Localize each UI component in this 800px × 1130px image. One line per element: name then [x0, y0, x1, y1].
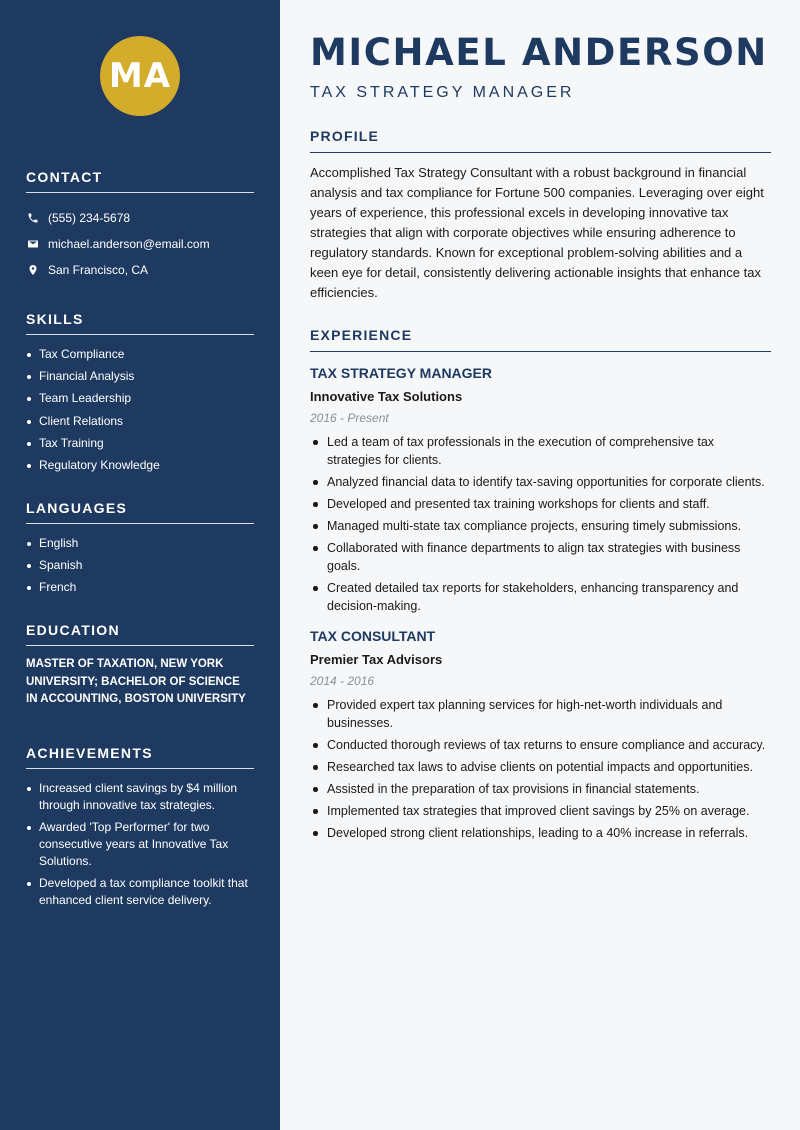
- languages-heading: LANGUAGES: [26, 500, 254, 524]
- job-bullet: Implemented tax strategies that improved client savings by 25% on average.: [310, 802, 771, 820]
- contact-section: [26, 169, 254, 283]
- skills-list: [26, 346, 254, 474]
- achievements-heading: ACHIEVEMENTS: [26, 745, 254, 769]
- sidebar: [0, 0, 280, 1130]
- job-title: TAX STRATEGY MANAGER: [310, 365, 493, 381]
- job-bullet: Conducted thorough reviews of tax returns to ensure compliance and accuracy.: [310, 736, 771, 754]
- skill-item: Client Relations: [26, 413, 254, 430]
- main-content: [280, 0, 800, 1130]
- job-bullets: [310, 696, 771, 842]
- skill-item: Financial Analysis: [26, 368, 254, 385]
- email-text: michael.anderson@email.com: [48, 237, 210, 251]
- education-text: MASTER OF TAXATION, NEW YORK UNIVERSITY; BACHELOR OF SCIENCE IN ACCOUNTING, BOSTON UNIVERSITY: [26, 658, 246, 706]
- job-bullet: Collaborated with finance departments to align tax strategies with business goals.: [310, 539, 771, 575]
- job-bullets: [310, 433, 771, 615]
- job-bullet: Created detailed tax reports for stakeholders, enhancing transparency and decision-making.: [310, 579, 771, 615]
- language-item: Spanish: [26, 557, 254, 574]
- job-bullet: Provided expert tax planning services for high-net-worth individuals and businesses.: [310, 696, 771, 732]
- language-item: English: [26, 535, 254, 552]
- languages-section: [26, 500, 254, 596]
- experience-section: [310, 327, 771, 842]
- skill-item: Team Leadership: [26, 390, 254, 407]
- job-bullet: Led a team of tax professionals in the execution of comprehensive tax strategies for clients.: [310, 433, 771, 469]
- profile-text: Accomplished Tax Strategy Consultant with a robust background in financial analysis and tax compliance for Fortune 500 companies. Leveraging over eight years of experience, this professional excels in developing innovative tax strategies that align with corporate objectives while ensuring adherence to regulatory standards. Known for exceptional problem-solving abilities and a keen eye for detail, consistently delivering actionable insights that enhance tax efficiencies.: [310, 165, 764, 300]
- language-item: French: [26, 579, 254, 596]
- job-bullet: Assisted in the preparation of tax provisions in financial statements.: [310, 780, 771, 798]
- contact-email: [26, 231, 254, 257]
- job-dates: 2014 - 2016: [310, 674, 375, 688]
- experience-heading: EXPERIENCE: [310, 327, 771, 352]
- profile-heading: PROFILE: [310, 128, 771, 153]
- education-heading: EDUCATION: [26, 622, 254, 646]
- job-dates: 2016 - Present: [310, 411, 389, 425]
- phone-icon: [26, 211, 40, 225]
- contact-heading: CONTACT: [26, 169, 254, 193]
- job-entry: [310, 628, 771, 842]
- languages-list: [26, 535, 254, 596]
- job-bullet: Analyzed financial data to identify tax-saving opportunities for corporate clients.: [310, 473, 771, 491]
- job-bullet: Developed strong client relationships, leading to a 40% increase in referrals.: [310, 824, 771, 842]
- job-title: TAX CONSULTANT: [310, 628, 436, 644]
- achievement-item: Awarded 'Top Performer' for two consecutive years at Innovative Tax Solutions.: [26, 819, 254, 870]
- avatar-initials: MA: [100, 36, 180, 116]
- contact-list: [26, 205, 254, 283]
- skill-item: Regulatory Knowledge: [26, 457, 254, 474]
- job-bullet: Researched tax laws to advise clients on potential impacts and opportunities.: [310, 758, 771, 776]
- achievements-section: [26, 745, 254, 909]
- candidate-title: TAX STRATEGY MANAGER: [310, 84, 575, 101]
- job-company: Innovative Tax Solutions: [310, 389, 463, 404]
- candidate-name: MICHAEL ANDERSON: [310, 31, 768, 74]
- contact-phone: [26, 205, 254, 231]
- skills-heading: SKILLS: [26, 311, 254, 335]
- education-section: [26, 622, 254, 709]
- profile-section: [310, 128, 771, 303]
- job-company: Premier Tax Advisors: [310, 652, 443, 667]
- location-text: San Francisco, CA: [48, 263, 149, 277]
- mail-icon: [26, 237, 40, 251]
- job-bullet: Managed multi-state tax compliance projects, ensuring timely submissions.: [310, 517, 771, 535]
- job-entry: [310, 365, 771, 615]
- achievement-item: Increased client savings by $4 million through innovative tax strategies.: [26, 780, 254, 814]
- achievement-item: Developed a tax compliance toolkit that enhanced client service delivery.: [26, 875, 254, 909]
- job-bullet: Developed and presented tax training workshops for clients and staff.: [310, 495, 771, 513]
- location-pin-icon: [26, 263, 40, 277]
- skill-item: Tax Training: [26, 435, 254, 452]
- achievements-list: [26, 780, 254, 909]
- skills-section: [26, 311, 254, 474]
- contact-location: [26, 257, 254, 283]
- phone-text: (555) 234-5678: [48, 211, 131, 225]
- skill-item: Tax Compliance: [26, 346, 254, 363]
